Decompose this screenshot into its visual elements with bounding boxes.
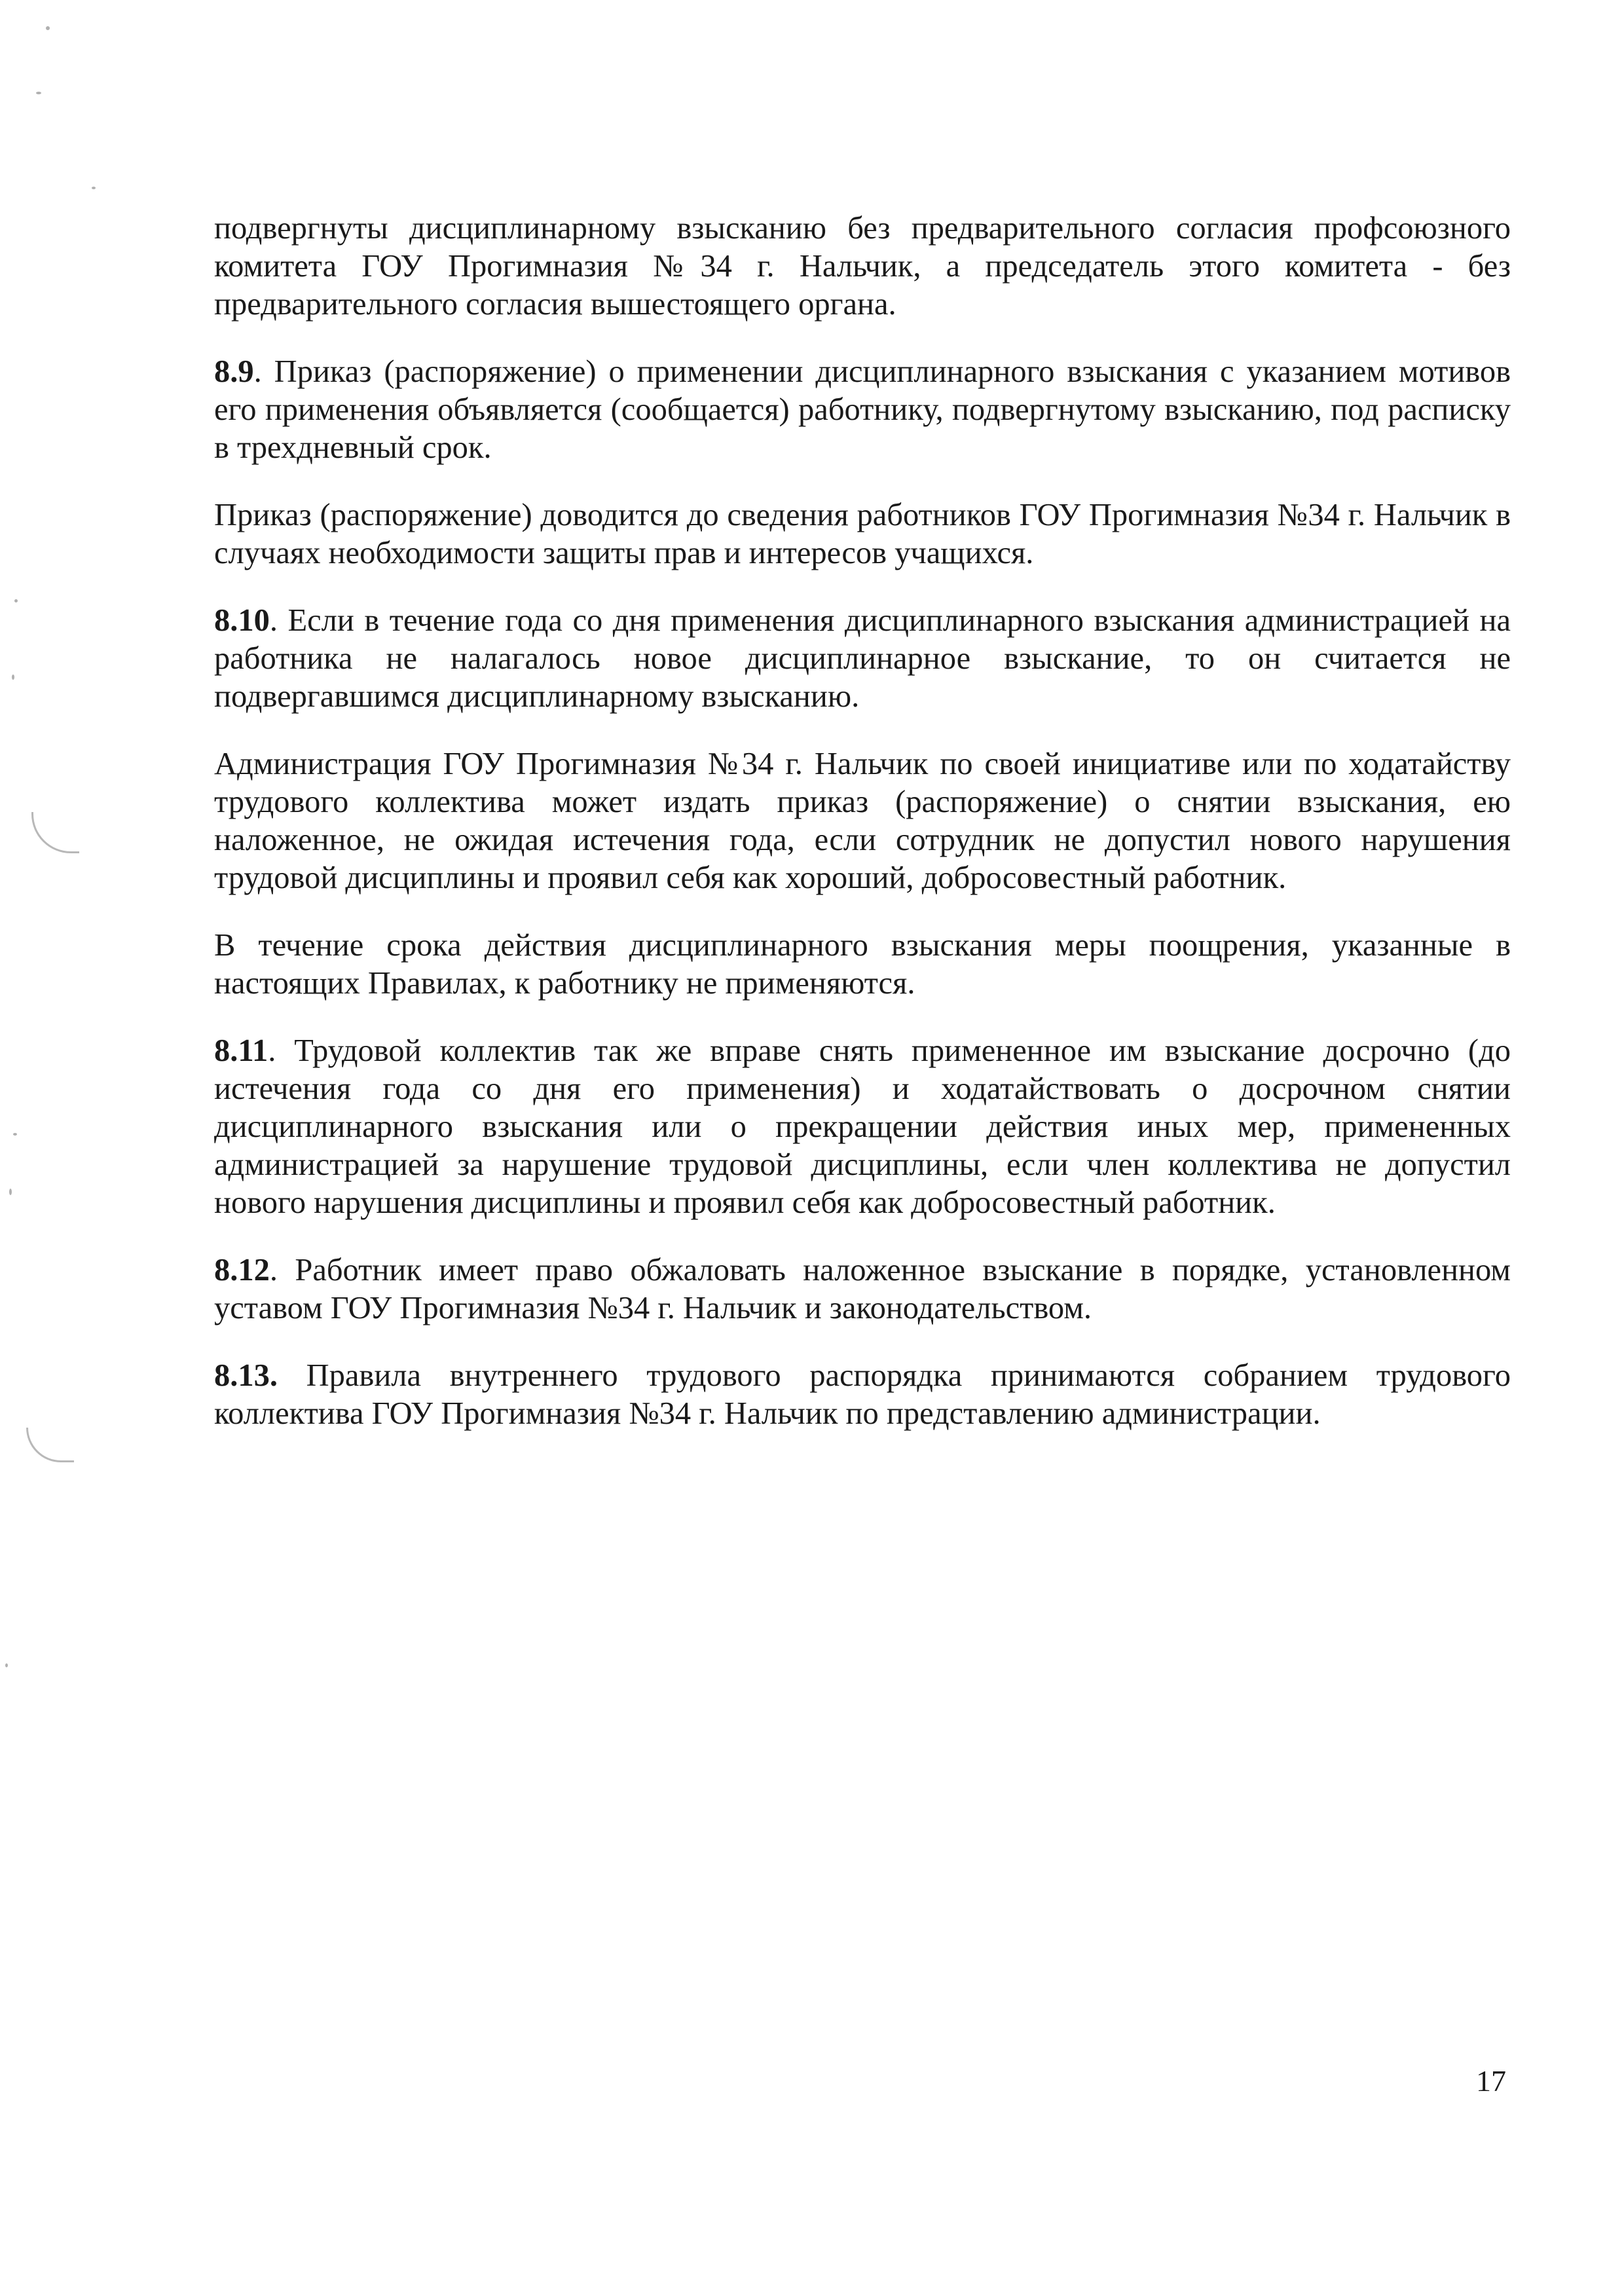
paragraph-text: подвергнуты дисциплинарному взысканию без предварительного согласия профсоюзного комитета ГОУ Прогимназия №34 г. Нальчик, а председатель этого комитета - без предварительного согласия вышестоящего органа. — [214, 211, 1511, 322]
page-number: 17 — [1476, 2064, 1506, 2098]
scan-dot — [12, 675, 14, 680]
paragraph-8-9 — [214, 353, 1511, 467]
paragraph-number: 8.9 — [214, 354, 254, 389]
scan-dot — [5, 1663, 8, 1667]
paragraph-8-11 — [214, 1032, 1511, 1222]
paragraph-text: Администрация ГОУ Прогимназия №34 г. Нальчик по своей инициативе или по ходатайству трудового коллектива может издать приказ (распоряжение) о снятии взыскания, ею наложенное, не ожидая истечения года, если сотрудник не допустил нового нарушения трудовой дисциплины и проявил себя как хороший, добросовестный работник. — [214, 747, 1511, 895]
scan-dot — [92, 187, 96, 189]
paragraph-8-12 — [214, 1251, 1511, 1327]
paragraph-continuation — [214, 210, 1511, 324]
paragraph-order-notice — [214, 496, 1511, 572]
paragraph-text: . Трудовой коллектив так же вправе снять примененное им взыскание досрочно (до истечения года со дня его применения) и ходатайствовать о досрочном снятии дисциплинарного взыскания или о прекращении действия иных мер, примененных администрацией за нарушение трудовой дисциплины, если член коллектива не допустил нового нарушения дисциплины и проявил себя как добросовестный работник. — [214, 1033, 1511, 1220]
paragraph-text: . Работник имеет право обжаловать наложенное взыскание в порядке, установленном уставом ГОУ Прогимназия №34 г. Нальчик и законодательством. — [214, 1253, 1511, 1325]
paragraph-text: Правила внутреннего трудового распорядка принимаются собранием трудового коллектива ГОУ Прогимназия №34 г. Нальчик по представлению администрации. — [214, 1358, 1511, 1431]
paragraph-number: 8.13. — [214, 1358, 278, 1393]
paragraph-8-10 — [214, 602, 1511, 716]
scan-dot — [14, 599, 18, 602]
paragraph-incentives — [214, 927, 1511, 1003]
document-body — [214, 210, 1511, 1462]
scan-dot — [13, 1133, 17, 1136]
paragraph-administration — [214, 745, 1511, 897]
paragraph-text: В течение срока действия дисциплинарного взыскания меры поощрения, указанные в настоящих Правилах, к работнику не применяются. — [214, 928, 1511, 1001]
scan-dot — [9, 1189, 12, 1195]
scan-mark-top — [31, 812, 79, 853]
paragraph-text: . Если в течение года со дня применения дисциплинарного взыскания администрацией на работника не налагалось новое дисциплинарное взыскание, то он считается не подвергавшимся дисциплинарному взысканию. — [214, 603, 1511, 714]
scan-dot — [36, 92, 41, 94]
paragraph-text: Приказ (распоряжение) доводится до сведения работников ГОУ Прогимназия №34 г. Нальчик в случаях необходимости защиты прав и интересов учащихся. — [214, 498, 1511, 570]
paragraph-text: . Приказ (распоряжение) о применении дисциплинарного взыскания с указанием мотивов его применения объявляется (сообщается) работнику, подвергнутому взысканию, под расписку в трехдневный срок. — [214, 354, 1511, 465]
paragraph-8-13 — [214, 1357, 1511, 1433]
paragraph-number: 8.10 — [214, 603, 270, 638]
paragraph-number: 8.12 — [214, 1253, 270, 1287]
scan-dot — [46, 26, 50, 30]
paragraph-number: 8.11 — [214, 1033, 268, 1068]
scan-mark-bottom — [26, 1428, 74, 1462]
